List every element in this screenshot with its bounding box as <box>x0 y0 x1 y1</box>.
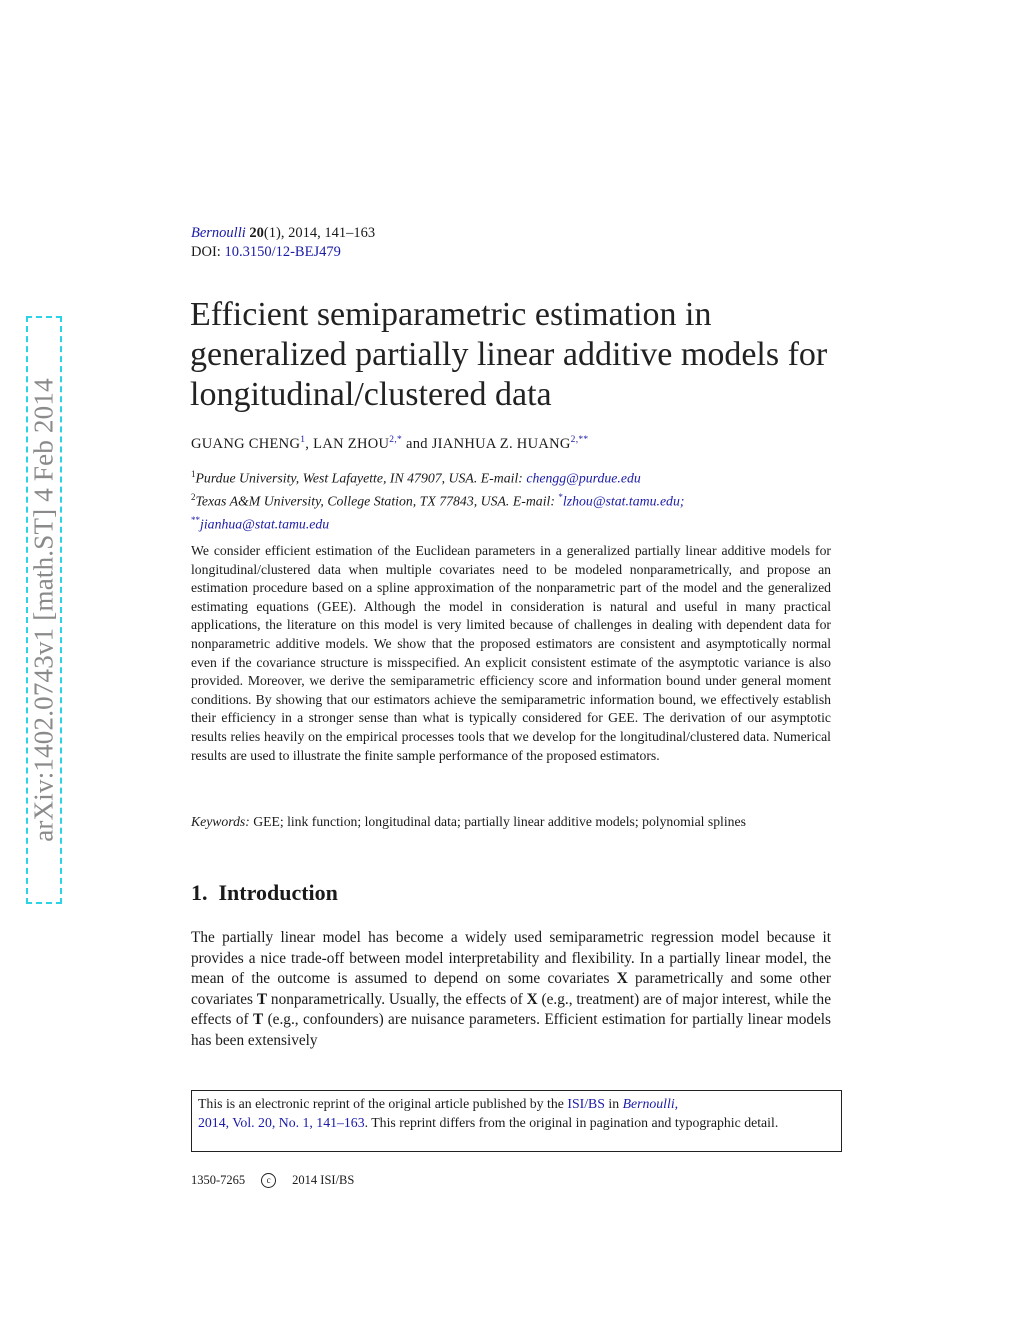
author-list <box>191 435 588 453</box>
arxiv-stamp <box>26 316 62 904</box>
citation-link[interactable]: 2014, Vol. 20, No. 1, 141–163 <box>198 1114 365 1130</box>
isibs-link[interactable]: ISI/BS <box>567 1096 605 1111</box>
arxiv-identifier[interactable]: arXiv:1402.0743v1 [math.ST] 4 Feb 2014 <box>28 378 59 842</box>
affiliation-number: 1 <box>191 469 196 479</box>
issn: 1350-7265 <box>191 1173 246 1187</box>
math-symbol: X <box>616 970 628 987</box>
keywords-text: GEE; link function; longitudinal data; partially linear additive models; polynomial splines <box>249 814 746 829</box>
author-name: LAN ZHOU <box>313 435 390 452</box>
email-link[interactable]: chengg@purdue.edu <box>526 470 641 486</box>
affiliations <box>191 465 841 534</box>
reprint-text: . This reprint differs from the original in pagination and typographic detail. <box>364 1114 779 1130</box>
email-link[interactable]: jianhua@stat.tamu.edu <box>200 516 330 532</box>
affiliation-text: Purdue University, West Lafayette, IN 47907, USA. E-mail: <box>195 470 527 486</box>
journal-volume: 20 <box>249 225 264 241</box>
footer <box>191 1173 354 1188</box>
reprint-notice <box>191 1090 842 1152</box>
affiliation-text: Texas A&M University, College Station, TX 77843, USA. E-mail: <box>195 493 559 509</box>
author-name: JIANHUA Z. HUANG <box>431 435 571 452</box>
journal-issue: (1), 2014, 141–163 <box>263 225 376 241</box>
reprint-text: This is an electronic reprint of the original article published by the <box>198 1096 568 1111</box>
author-separator: , <box>305 435 314 452</box>
intro-text: nonparametrically. Usually, the effects of <box>267 990 527 1008</box>
affiliation-marker[interactable]: 2,* <box>389 435 403 445</box>
section-heading <box>191 880 338 906</box>
section-number: 1. <box>191 880 208 905</box>
author-name: GUANG CHENG <box>191 435 301 452</box>
doi-label: DOI: <box>191 244 221 260</box>
intro-text: parametrically and some other covariates <box>191 970 831 1008</box>
journal-name-link[interactable]: Bernoulli <box>191 225 246 241</box>
paper-title: Efficient semiparametric estimation in generalized partially linear additive models for longitudinal/clustered data <box>190 296 828 413</box>
section-title: Introduction <box>218 880 338 905</box>
copyright-text: 2014 ISI/BS <box>292 1173 355 1187</box>
reprint-text: in <box>604 1096 623 1111</box>
affiliation-marker[interactable]: 1 <box>300 435 306 445</box>
math-symbol: T <box>256 990 268 1008</box>
abstract: We consider efficient estimation of the Euclidean parameters in a generalized partially linear additive models for longitudinal/clustered data when multiple covariates need to be modeled nonparametrically, and propose an estimation procedure based on a spline approximation of the nonparametric part of the model and the generalized estimating equations (GEE). Although the model in consideration is natural and useful in many practical applications, the literature on this model is very limited because of challenges in dealing with dependent data for nonparametric additive models. We show that the proposed estimators are consistent and asymptotically normal even if the covariance structure is misspecified. An explicit consistent estimate of the asymptotic variance is also provided. Moreover, we derive the semiparametric efficiency score and information bound under general moment conditions. By showing that our estimators achieve the semiparametric information bound, we effectively establish their efficiency in a stronger sense than what is typically considered for GEE. The derivation of our asymptotic results relies heavily on the empirical processes tools that we develop for the longitudinal/clustered data. Numerical results are used to illustrate the finite sample performance of the proposed estimators. <box>191 543 831 763</box>
journal-citation <box>191 224 375 262</box>
doi-link[interactable]: 10.3150/12-BEJ479 <box>224 244 341 260</box>
intro-text: The partially linear model has become a widely used semiparametric regression model because it provides a nice trade-off between model interpretability and flexibility. In a partially linear model, the mean of the outcome is assumed to depend on some covariates <box>191 929 831 987</box>
email-link[interactable]: lzhou@stat.tamu.edu; <box>562 493 685 509</box>
math-symbol: T <box>253 1011 264 1028</box>
journal-link[interactable]: Bernoulli, <box>622 1096 679 1111</box>
email-marker: ** <box>191 515 200 526</box>
email-marker: * <box>558 492 563 503</box>
intro-text: (e.g., treatment) are of major interest, while the effects of <box>191 990 831 1028</box>
intro-paragraph <box>191 928 831 1051</box>
copyright-icon: c <box>261 1173 276 1188</box>
keywords <box>191 813 831 832</box>
intro-text: (e.g., confounders) are nuisance parameters. Efficient estimation for partially linear models has been extensively <box>191 1011 831 1049</box>
affiliation-marker[interactable]: 2,** <box>570 435 589 445</box>
math-symbol: X <box>526 990 538 1008</box>
affiliation-number: 2 <box>191 492 196 503</box>
author-separator: and <box>402 435 432 452</box>
keywords-label: Keywords: <box>191 814 250 829</box>
